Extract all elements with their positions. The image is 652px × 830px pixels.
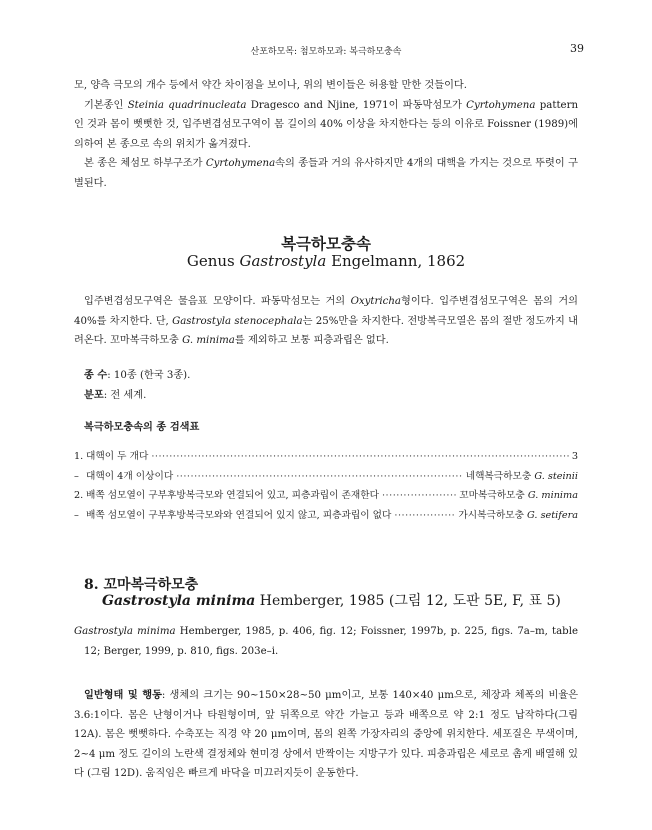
key-row-result xyxy=(466,468,578,482)
species-authority: Hemberger, 1985 (그림 12, 도판 5E, F, 표 5) xyxy=(255,593,561,609)
leader-dots xyxy=(394,510,455,521)
key-heading: 복극하모충속의 종 검색표 xyxy=(84,421,200,433)
taxon-name: Gastrostyla minima xyxy=(74,626,176,637)
taxon-name: Steinia quadrinucleata xyxy=(127,99,247,111)
key-result-taxon: G. setifera xyxy=(527,509,578,521)
running-title: 산포하모목: 첨모하모과: 복극하모충속 xyxy=(250,47,402,57)
key-row xyxy=(74,468,578,488)
taxon-name: Cyrtohymena xyxy=(466,99,536,111)
genus-facts xyxy=(74,366,578,405)
key-row-number: – xyxy=(74,509,79,521)
genus-title: 복극하모충속 xyxy=(281,234,371,253)
species-count xyxy=(84,366,578,386)
species-count-value: : 10종 (한국 3종). xyxy=(107,370,191,381)
key-row-result xyxy=(572,451,578,462)
species-key xyxy=(74,448,578,526)
desc-text: 입주변겹섬모구역은 물음표 모양이다. 파동막섬모는 거의 xyxy=(84,296,351,307)
key-result-taxon: G. minima xyxy=(527,490,578,501)
genus-paragraph xyxy=(74,292,578,351)
reference-paragraph xyxy=(74,622,578,661)
leader-dots xyxy=(151,451,569,462)
key-result-text: 3 xyxy=(571,451,578,462)
key-result-text: 가시복극하모충 xyxy=(458,509,528,521)
key-row-result xyxy=(459,487,578,501)
taxon-name: G. minima xyxy=(182,335,235,346)
intro-paragraph-2 xyxy=(74,96,578,155)
genus-sub-text: Genus xyxy=(186,252,240,270)
taxon-name: Gastrostyla stenocephala xyxy=(172,315,303,327)
desc-text: 는 25%만을 차지한다. 전방복극모열은 몸의 절반 정도까지 내려온다. 꼬마복극하모충 xyxy=(74,315,578,346)
key-row-result xyxy=(458,507,578,521)
species-count-label: 종 수 xyxy=(84,369,108,381)
morphology-paragraph xyxy=(74,686,578,784)
species-subtitle xyxy=(102,590,561,610)
reference-text: Hemberger, 1985, p. 406, fig. 12; Foissner, 1997b, p. 225, figs. 7a–m, table 12; Berger, 1999, p. 810, figs. 203e–i. xyxy=(84,626,578,657)
distribution-value: : 전 세계. xyxy=(103,389,147,401)
genus-subtitle xyxy=(0,252,652,270)
key-row-number: 1. xyxy=(74,451,84,462)
key-row xyxy=(74,448,578,468)
intro-text: pattern인 것과 몸이 뻣뻣한 것, 입주변겹섬모구역이 몸 길이의 40% 이상을 차지한다는 등의 이유로 Foissner (1989)에 의하여 본 종으로 속의 위치가 옮겨졌다. xyxy=(74,99,579,150)
leader-dots xyxy=(176,471,463,482)
morphology-label: 일반형태 및 행동 xyxy=(84,689,162,701)
morphology-text: : 생체의 크기는 90~150×28~50 μm이고, 보통 140×40 μm으로, 체장과 체폭의 비율은 3.6:1이다. 몸은 난형이거나 타원형이며, 앞 뒤쪽으로 약간 가늘고 등과 배쪽으로 약 2:1 정도 납작하다(그림 12A). 몸은 뻣뻣하다. 수축포는 직경 약 20 μm이며, 몸의 왼쪽 가장자리의 중앙에 위치한다. 세포질은 무색이며, 2~4 μm 정도 길이의 노란색 결정체와 현미경 상에서 반짝이는 지방구가 있다. 피층과립은 세로로 촘게 배열해 있다 (그림 12D). 움직임은 빠르게 바닥을 미끄러지듯이 운동한다. xyxy=(74,690,578,779)
taxon-name: Oxytricha xyxy=(350,296,401,307)
key-result-taxon: G. steinii xyxy=(534,470,578,482)
key-row-text: 배쪽 섬모열이 구부후방복극모와 연결되어 있고, 피층과립이 존재한다 xyxy=(86,490,379,501)
genus-name: Gastrostyla xyxy=(239,252,327,270)
leader-dots xyxy=(382,490,456,501)
key-row-text: 대핵이 두 개다 xyxy=(86,451,149,462)
intro-text: 속의 종들과 거의 유사하지만 4개의 대핵을 가지는 것으로 뚜렷이 구별된다. xyxy=(74,158,578,189)
key-result-text: 꼬마복극하모충 xyxy=(459,490,528,501)
species-morphology xyxy=(74,686,578,784)
key-row-number: – xyxy=(74,470,79,482)
intro-text: 모, 양측 극모의 개수 등에서 약간 차이점을 보이나, 위의 변이들은 허용할 만한 것들이다. xyxy=(74,80,468,91)
intro-text: Dragesco and Njine, 1971이 파동막섬모가 xyxy=(246,99,467,111)
distribution-label: 분포 xyxy=(84,388,104,401)
taxon-name: Cyrtohymena xyxy=(205,158,276,169)
page-number: 39 xyxy=(570,42,584,55)
desc-text: 를 제외하고 보통 피층과립은 없다. xyxy=(234,335,389,346)
key-row-text: 배쪽 섬모열이 구부후방복극모와와 연결되어 있지 않고, 피층과립이 없다 xyxy=(86,509,392,521)
intro-text: 기본종인 xyxy=(84,99,128,111)
species-references xyxy=(74,622,578,661)
key-row-number: 2. xyxy=(74,490,84,501)
intro-paragraph-1 xyxy=(74,76,578,96)
key-row-text: 대핵이 4개 이상이다 xyxy=(86,470,174,482)
desc-text: 형이다. 입주변겹섬모구역은 몸의 거의 40%를 차지한다. 단, xyxy=(74,296,578,327)
genus-description xyxy=(74,292,578,351)
intro-paragraph-3 xyxy=(74,154,578,193)
key-row xyxy=(74,487,578,507)
intro-section xyxy=(74,76,578,193)
genus-authority: Engelmann, 1862 xyxy=(326,252,466,270)
species-name: Gastrostyla minima xyxy=(102,593,256,609)
distribution xyxy=(84,386,578,406)
species-title: 8. 꼬마복극하모충 xyxy=(84,577,199,593)
key-row xyxy=(74,507,578,527)
intro-text: 본 종은 체섬모 하부구조가 xyxy=(84,158,206,169)
key-result-text: 네핵복극하모충 xyxy=(465,470,535,482)
